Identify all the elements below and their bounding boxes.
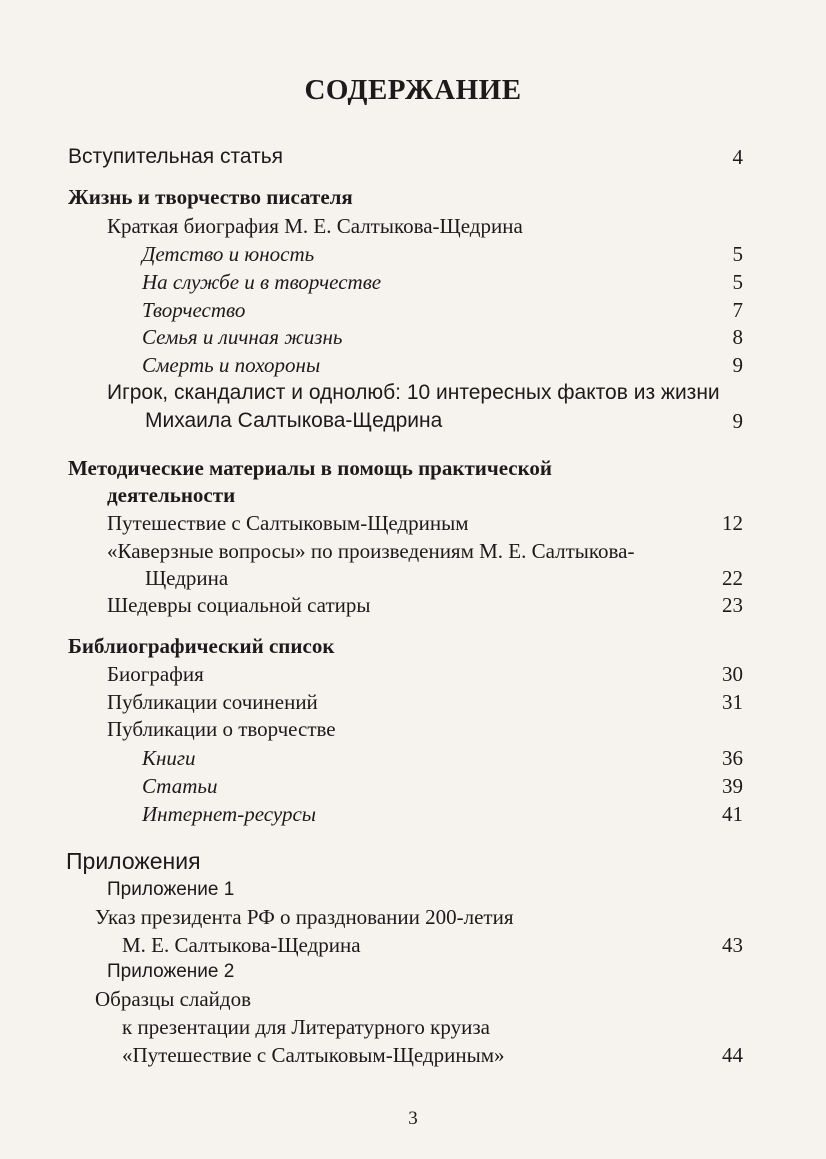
toc-entry-facts-cont[interactable]	[0, 406, 826, 436]
toc-entry-app2-cont[interactable]	[0, 1012, 826, 1042]
toc-entry-label: Творчество	[142, 298, 246, 322]
toc-entry-label: Публикации о творчестве	[107, 717, 336, 741]
page-number: 3	[408, 1108, 418, 1129]
toc-entry-label: Детство и юность	[142, 242, 315, 266]
section-heading-biblio	[0, 631, 826, 661]
toc-page-number: 30	[722, 662, 743, 686]
section-heading-life	[0, 182, 826, 212]
toc-entry-publications[interactable]	[0, 687, 826, 717]
section-heading-method-cont	[0, 480, 826, 510]
toc-page-number: 9	[732, 353, 743, 377]
toc-entry-service[interactable]	[0, 267, 826, 297]
toc-entry-childhood[interactable]	[0, 239, 826, 269]
toc-entry-satire[interactable]	[0, 590, 826, 620]
toc-entry-questions[interactable]	[0, 536, 826, 566]
toc-entry-articles[interactable]	[0, 771, 826, 801]
section-heading-text: Библиографический список	[68, 634, 335, 658]
toc-entry-label: Книги	[142, 746, 196, 770]
toc-page-number: 31	[722, 690, 743, 714]
toc-page-number: 5	[732, 242, 743, 266]
toc-entry-label: Краткая биография М. Е. Салтыкова-Щедрина	[107, 214, 523, 238]
toc-page-number: 23	[722, 593, 743, 617]
toc-entry-label: Михаила Салтыкова-Щедрина	[145, 409, 443, 432]
toc-entry-internet[interactable]	[0, 799, 826, 829]
toc-entry-creativity[interactable]	[0, 295, 826, 325]
toc-entry-label: «Каверзные вопросы» по произведениям М. Е. Салтыкова-	[107, 539, 635, 563]
toc-page-number: 8	[732, 325, 743, 349]
toc-page-number: 7	[732, 298, 743, 322]
toc-entry-label: Шедевры социальной сатиры	[107, 593, 371, 617]
toc-entry-label: Биография	[107, 662, 204, 686]
toc-entry-label: М. Е. Салтыкова-Щедрина	[122, 933, 361, 957]
toc-page-number: 39	[722, 774, 743, 798]
toc-entry-label: Указ президента РФ о праздновании 200-летия	[95, 905, 514, 929]
section-heading-appendix	[0, 846, 826, 876]
toc-page-number: 5	[732, 270, 743, 294]
toc-entry-label: Путешествие с Салтыковым-Щедриным	[107, 511, 469, 535]
toc-entry-label: Смерть и похороны	[142, 353, 321, 377]
toc-entry-label: На службе и в творчестве	[142, 270, 382, 294]
section-heading-text: Приложения	[66, 848, 201, 874]
toc-entry-label: «Путешествие с Салтыковым-Щедриным»	[122, 1043, 505, 1067]
section-heading-text: Жизнь и творчество писателя	[68, 185, 353, 209]
toc-page-number: 43	[722, 933, 743, 957]
toc-page-number: 4	[732, 145, 743, 169]
page-title: СОДЕРЖАНИЕ	[304, 74, 522, 106]
section-heading-method	[0, 453, 826, 483]
toc-page-number: 9	[732, 409, 743, 433]
toc-entry-label: Вступительная статья	[68, 145, 284, 168]
toc-entry-app1[interactable]	[0, 902, 826, 932]
toc-entry-label: Приложение 1	[107, 879, 235, 900]
toc-entry-app2[interactable]	[0, 984, 826, 1014]
toc-entry-app2-cont2[interactable]	[0, 1040, 826, 1070]
toc-entry-app1-cont[interactable]	[0, 930, 826, 960]
toc-entry-about[interactable]	[0, 714, 826, 744]
toc-entry-bio[interactable]	[0, 211, 826, 241]
toc-page-number: 12	[722, 511, 743, 535]
toc-page-number: 22	[722, 566, 743, 590]
toc-entry-death[interactable]	[0, 350, 826, 380]
toc-page-number: 36	[722, 746, 743, 770]
toc-entry-label: Статьи	[142, 774, 218, 798]
toc-page-number: 41	[722, 802, 743, 826]
toc-entry-app2-label[interactable]	[0, 957, 826, 987]
toc-entry-label: Семья и личная жизнь	[142, 325, 343, 349]
toc-entry-label: Игрок, скандалист и однолюб: 10 интересных фактов из жизни	[107, 381, 720, 404]
toc-entry-books[interactable]	[0, 743, 826, 773]
toc-entry-questions-cont[interactable]	[0, 563, 826, 593]
toc-entry-label: Приложение 2	[107, 961, 235, 982]
toc-page-number: 44	[722, 1043, 743, 1067]
section-heading-text: деятельности	[107, 483, 236, 507]
toc-entry-label: Интернет-ресурсы	[142, 802, 316, 826]
toc-entry-label: к презентации для Литературного круиза	[122, 1015, 490, 1039]
toc-entry-label: Щедрина	[145, 566, 229, 590]
toc-entry-biography[interactable]	[0, 659, 826, 689]
section-heading-text: Методические материалы в помощь практической	[68, 456, 553, 480]
toc-entry-label: Публикации сочинений	[107, 690, 318, 714]
toc-entry-journey[interactable]	[0, 508, 826, 538]
toc-entry-label: Образцы слайдов	[95, 987, 252, 1011]
toc-entry-intro[interactable]	[0, 142, 826, 172]
toc-entry-family[interactable]	[0, 322, 826, 352]
toc-entry-facts[interactable]	[0, 378, 826, 408]
toc-entry-app1-label[interactable]	[0, 875, 826, 905]
